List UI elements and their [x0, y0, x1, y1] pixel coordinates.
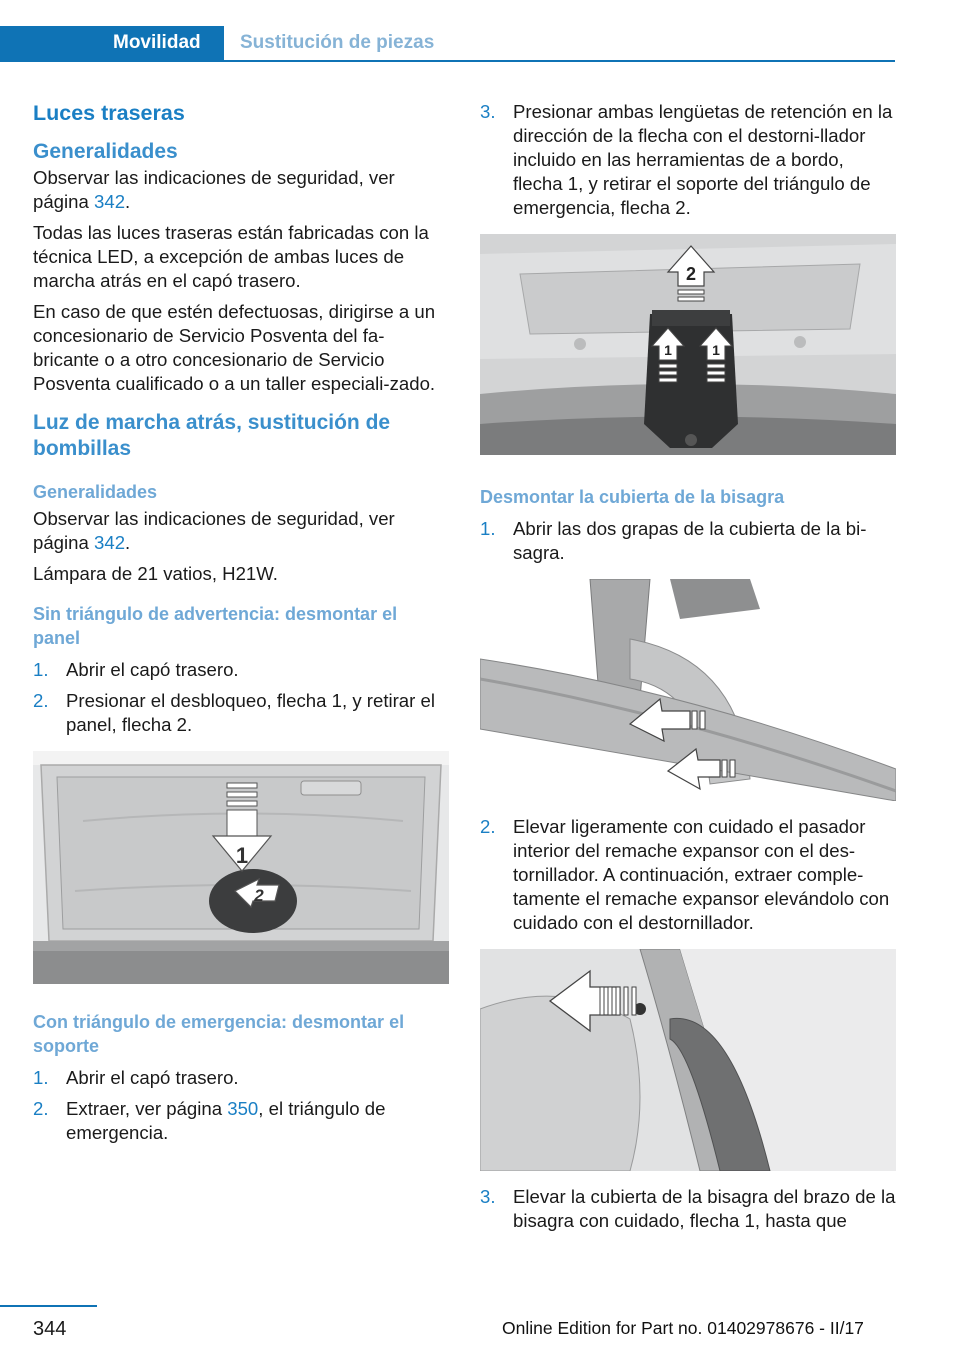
step-text: Presionar ambas lengüetas de retención en la dirección de la flecha con el destorni-llador incluido en las herramientas de a bordo, flecha 1, y retirar el soporte del triángulo de emergencia, flecha 2. — [513, 101, 893, 218]
step-text: Elevar ligeramente con cuidado el pasador interior del remache expansor con el des-tornillador. A continuación, extraer comple-tamente el remache expansor elevándolo con cuidado con el destornillador. — [513, 816, 890, 933]
paragraph-end: . — [125, 532, 131, 553]
step-b-1 — [33, 1066, 449, 1090]
chapter-header — [0, 26, 895, 62]
step-number: 1. — [33, 1067, 49, 1088]
left-column — [33, 100, 449, 1152]
step-text: Abrir el capó trasero. — [66, 659, 239, 680]
figure-trunk-panel — [33, 751, 449, 984]
subsection-title-generalidades-2: Generalidades — [33, 482, 158, 502]
arrow-label-2: 2 — [685, 264, 697, 284]
arrow-label-1b: 1 — [712, 342, 720, 358]
step-text: Abrir el capó trasero. — [66, 1067, 239, 1088]
section-tab-sustitucion[interactable]: Sustitución de piezas — [240, 32, 435, 53]
figure-triangle-holder — [480, 234, 896, 455]
step-a-2 — [33, 689, 449, 737]
footer-divider — [0, 1305, 97, 1307]
step-number: 2. — [33, 690, 49, 711]
trunk-panel-illustration — [33, 751, 449, 984]
page-link-342[interactable]: 342 — [94, 191, 126, 212]
step-b-2 — [33, 1097, 449, 1145]
subsection-title-con-triangulo: Con triángulo de emergencia: desmontar el soporte — [33, 1012, 405, 1056]
figure-hinge-clips — [480, 579, 896, 801]
safety-reference-paragraph — [33, 166, 449, 214]
paragraph-text: Observar las indicaciones de seguridad, ver página — [33, 508, 395, 553]
step-a-1 — [33, 658, 449, 682]
edition-label: Online Edition for Part no. 01402978676 - II/17 — [502, 1318, 864, 1338]
figure-expansion-rivet — [480, 949, 896, 1171]
section-title-luz-marcha-atras: Luz de marcha atrás, sustitución de bombillas — [33, 411, 391, 460]
triangle-holder-illustration — [480, 234, 896, 455]
step-number: 3. — [480, 1186, 496, 1207]
safety-reference-paragraph-2 — [33, 507, 449, 555]
hinge-clips-illustration — [480, 579, 896, 801]
step-number: 3. — [480, 101, 496, 122]
header-divider — [0, 60, 895, 62]
step-number: 1. — [33, 659, 49, 680]
paragraph-text: Observar las indicaciones de seguridad, ver página — [33, 167, 395, 212]
arrow-label-1a: 1 — [664, 342, 672, 358]
hinge-step-3 — [480, 1185, 896, 1233]
page-link-350[interactable]: 350 — [227, 1098, 259, 1119]
section-title-luces-traseras: Luces traseras — [33, 101, 185, 125]
subsection-title-sin-triangulo: Sin triángulo de advertencia: desmontar el panel — [33, 604, 398, 648]
step-text: Abrir las dos grapas de la cubierta de la bi-sagra. — [513, 518, 867, 563]
step-text: Elevar la cubierta de la bisagra del brazo de la bisagra con cuidado, flecha 1, hasta que — [513, 1186, 896, 1231]
led-paragraph: Todas las luces traseras están fabricadas con la técnica LED, a excepción de ambas luces de marcha atrás en el capó trasero. — [33, 222, 429, 291]
page-link-342-b[interactable]: 342 — [94, 532, 126, 553]
arrow-label-2: 2 — [254, 886, 264, 905]
hinge-step-2 — [480, 815, 896, 935]
chapter-tab-movilidad[interactable] — [0, 26, 224, 60]
hinge-step-1 — [480, 517, 896, 565]
expansion-rivet-illustration — [480, 949, 896, 1171]
step-number: 2. — [33, 1098, 49, 1119]
arrow-label-1: 1 — [235, 843, 249, 868]
subsection-title-generalidades: Generalidades — [33, 140, 178, 163]
step-number: 1. — [480, 518, 496, 539]
paragraph-end: . — [125, 191, 131, 212]
defect-paragraph: En caso de que estén defectuosas, dirigirse a un concesionario de Servicio Posventa del fa-bricante o a otro concesionario de Servicio Posventa cualificado o a un taller especiali-zado. — [33, 301, 436, 394]
page-number: 344 — [33, 1318, 67, 1340]
right-column — [480, 100, 896, 1240]
step-text-pre: Extraer, ver página — [66, 1098, 228, 1119]
step-text: Presionar el desbloqueo, flecha 1, y retirar el panel, flecha 2. — [66, 690, 435, 735]
step-3-triangle — [480, 100, 896, 220]
subsection-title-cubierta-bisagra: Desmontar la cubierta de la bisagra — [480, 487, 785, 507]
chapter-tab-label: Movilidad — [113, 32, 201, 53]
step-number: 2. — [480, 816, 496, 837]
step-text-post: , el triángulo de emergencia. — [66, 1098, 386, 1143]
lamp-spec-paragraph: Lámpara de 21 vatios, H21W. — [33, 563, 278, 584]
